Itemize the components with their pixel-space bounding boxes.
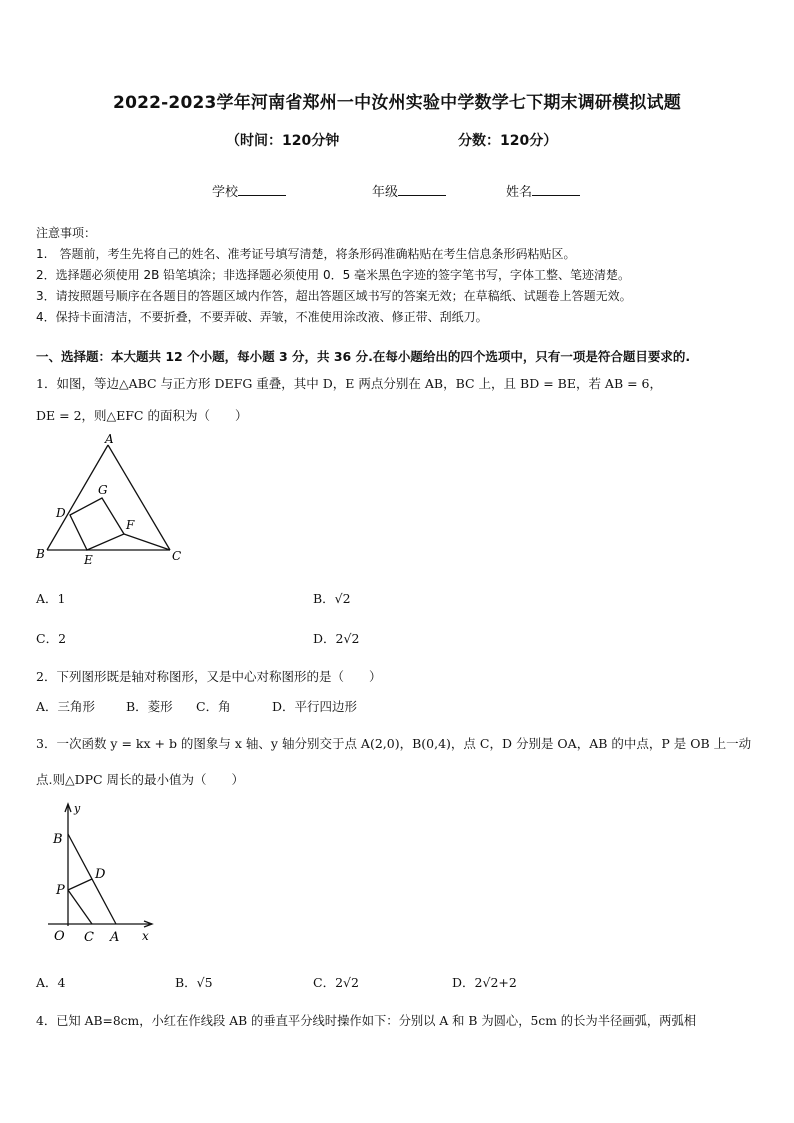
school-blank[interactable] (238, 183, 286, 196)
name-blank[interactable] (532, 183, 580, 196)
grade-blank[interactable] (398, 183, 446, 196)
q1-stem-line2: DE = 2，则△EFC 的面积为（ ） (36, 408, 248, 423)
q1-option-c[interactable]: C．2 (36, 631, 67, 646)
q1-label-b: B (36, 547, 45, 561)
note-item-3: 3．请按照题号顺序在各题目的答题区域内作答，超出答题区域书写的答案无效；在草稿纸、试题卷上答题无效。 (36, 289, 632, 303)
exam-score: 分数：120分） (458, 133, 558, 149)
grade-field[interactable] (372, 181, 446, 200)
q1-stem-line1: 1．如图，等边△ABC 与正方形 DEFG 重叠，其中 D，E 两点分别在 AB，BC 上，且 BD = BE，若 AB = 6， (36, 376, 663, 391)
section-heading: 一、选择题：本大题共 12 个小题，每小题 3 分，共 36 分.在每小题给出的四个选项中，只有一项是符合题目要求的. (36, 349, 691, 364)
name-label: 姓名 (506, 185, 533, 200)
q1-label-e: E (84, 553, 93, 567)
q1-option-d[interactable]: D．2√2 (313, 631, 360, 646)
q1-label-d: D (56, 506, 66, 520)
q2-option-a[interactable]: A．三角形 (36, 699, 96, 714)
exam-time: （时间：120分钟 (226, 133, 340, 149)
q3-label-a: A (110, 930, 120, 945)
q3-option-a[interactable]: A．4 (36, 975, 66, 990)
q1-option-b[interactable]: B．√2 (313, 591, 351, 606)
q2-option-b[interactable]: B．菱形 (126, 699, 173, 714)
note-item-1: 1. 答题前，考生先将自己的姓名、准考证号填写清楚，将条形码准确粘贴在考生信息条形码粘贴区。 (36, 247, 576, 261)
q3-stem-line2: 点.则△DPC 周长的最小值为（ ） (36, 772, 245, 787)
q3-label-c: C (84, 930, 94, 945)
school-field[interactable] (212, 181, 286, 200)
school-label: 学校 (212, 185, 239, 200)
q3-label-o: O (54, 929, 65, 944)
q4-stem: 4．已知 AB=8cm，小红在作线段 AB 的垂直平分线时操作如下：分别以 A 和 B 为圆心，5cm 的长为半径画弧，两弧相 (36, 1014, 697, 1028)
q1-label-g: G (98, 483, 108, 497)
page-title: 2022-2023学年河南省郑州一中汝州实验中学数学七下期末调研模拟试题 (113, 93, 681, 113)
q3-label-d: D (95, 867, 106, 882)
q1-label-a: A (105, 432, 114, 446)
q1-label-c: C (172, 549, 182, 563)
q2-option-c[interactable]: C．角 (196, 699, 231, 714)
q1-figure (30, 430, 190, 570)
q3-option-b[interactable]: B．√5 (175, 975, 213, 990)
q3-stem-line1: 3．一次函数 y = kx + b 的图象与 x 轴、y 轴分别交于点 A(2,0)，B(0,4)，点 C，D 分别是 OA，AB 的中点，P 是 OB 上一动 (36, 736, 752, 751)
q3-option-d[interactable]: D．2√2+2 (452, 975, 517, 990)
q3-option-c[interactable]: C．2√2 (313, 975, 359, 990)
q2-option-d[interactable]: D．平行四边形 (272, 699, 358, 714)
q3-label-y: y (74, 802, 81, 815)
note-item-2: 2．选择题必须使用 2B 铅笔填涂；非选择题必须使用 0．5 毫米黑色字迹的签字笔书写，字体工整、笔迹清楚。 (36, 268, 631, 282)
q3-label-b: B (53, 832, 63, 847)
note-item-4: 4．保持卡面清洁，不要折叠，不要弄破、弄皱，不准使用涂改液、修正带、刮纸刀。 (36, 310, 488, 324)
q3-label-x: x (142, 929, 149, 943)
name-field[interactable] (506, 181, 580, 200)
q3-label-p: P (56, 883, 65, 898)
q3-figure (40, 798, 170, 948)
q1-option-a[interactable]: A．1 (36, 591, 66, 606)
q1-label-f: F (126, 518, 135, 532)
q2-stem: 2．下列图形既是轴对称图形，又是中心对称图形的是（ ） (36, 669, 382, 684)
grade-label: 年级 (372, 185, 399, 200)
notes-heading: 注意事项： (36, 226, 97, 240)
